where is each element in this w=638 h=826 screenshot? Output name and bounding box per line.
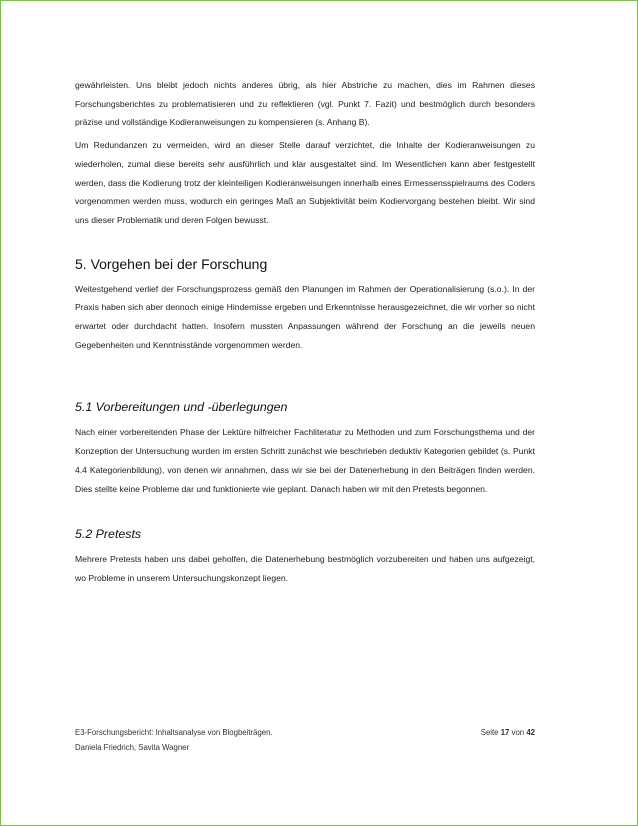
footer-page-total: 42 (526, 728, 535, 737)
footer-report-title: E3-Forschungsbericht: Inhaltsanalyse von Blogbeiträgen. (75, 728, 273, 737)
page-footer (75, 726, 535, 755)
footer-page-prefix: Seite (480, 728, 499, 737)
paragraph-section-5-2: Mehrere Pretests haben uns dabei geholfen, die Datenerhebung bestmöglich vorzubereiten und haben uns aufgezeigt, wo Probleme in unserem Untersuchungskonzept liegen. (75, 554, 535, 583)
footer-page-current: 17 (500, 728, 510, 737)
footer-page-sep: von (511, 728, 525, 737)
page-content (75, 76, 535, 588)
paragraph-coding-instructions: gewährleisten. Uns bleibt jedoch nichts anderes übrig, als hier Abstriche zu machen, dies im Rahmen dieses Forschungsberichtes zu problematisieren und zu reflektieren (vgl. Punkt 7. Fazit) und bestmöglich durch besonders präzise und vollständige Kodieranweisungen zu kompensieren (s. Anhang B). (75, 80, 535, 128)
paragraph-redundancy: Um Redundanzen zu vermeiden, wird an dieser Stelle darauf verzichtet, die Inhalte der Kodieranweisungen zu wiederholen, zumal diese bereits sehr ausführlich und klar ausgestaltet sind. Im Wesentlichen kann aber festgestellt werden, dass die Kodierung trotz der kleinteiligen Kodieranweisungen innerhalb eines Ermessensspielraums des Coders vorgenommen werden muss, wodurch ein geringes Maß an Subjektivität beim Kodiervorgang bestehen bleibt. Wir sind uns dieser Problematik und deren Folgen bewusst. (75, 140, 535, 225)
heading-section-5: 5. Vorgehen bei der Forschung (75, 255, 268, 272)
heading-section-5-2: 5.2 Pretests (75, 527, 142, 542)
paragraph-section-5: Weitestgehend verlief der Forschungsprozess gemäß den Planungen im Rahmen der Operationalisierung (s.o.). In der Praxis haben sich aber dennoch einige Hindernisse ergeben und Erkenntnisse herausgezeichnet, die wir vorher so nicht erwartet oder durchdacht hatten. Insofern mussten Anpassungen während der Forschung an die jeweils neuen Gegebenheiten und Kenntnisstände vorgenommen werden. (75, 283, 535, 350)
footer-page-number (481, 726, 535, 741)
heading-section-5-1: 5.1 Vorbereitungen und -überlegungen (75, 400, 288, 415)
footer-authors: Daniela Friedrich, Savita Wagner (75, 742, 190, 752)
paragraph-section-5-1: Nach einer vorbereitenden Phase der Lektüre hilfreicher Fachliteratur zu Methoden und zum Forschungsthema und der Konzeption der Untersuchung wurden im ersten Schritt zunächst wie beschrieben deduktiv Kategorien gebildet (s. Punkt 4.4 Kategorienbildung), von denen wir annahmen, dass wir sie bei der Datenerhebung in den Beiträgen finden werden. Dies stellte keine Probleme dar und funktionierte wie geplant. Danach haben wir mit den Pretests begonnen. (75, 427, 535, 494)
footer-row (75, 726, 535, 741)
